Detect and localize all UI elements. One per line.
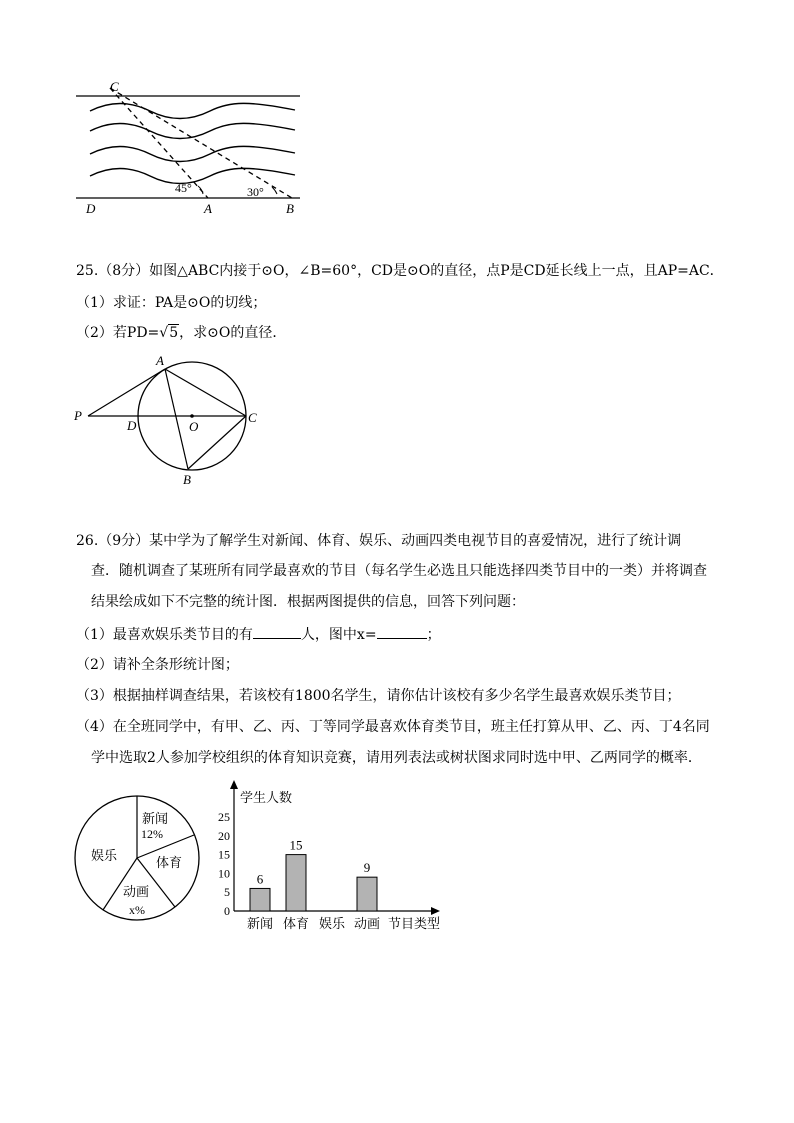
angle-45-label: 45° [175,181,192,195]
bar-value-label: 15 [289,837,303,853]
pie-label-sports: 体育 [156,855,183,870]
label-D: D [86,201,96,216]
circle-label-C: C [248,410,257,425]
y-tick-label: 15 [218,847,230,862]
q26-line1: 26.（9分）某中学为了解学生对新闻、体育、娱乐、动画四类电视节目的喜爱情况，进行了统计调 [76,533,682,549]
bar [357,877,377,911]
y-tick-label: 0 [224,904,230,918]
x-category-label: 娱乐 [318,916,346,931]
circle-label-B: B [183,472,191,487]
q26-line3: 结果绘成如下不完整的统计图．根据两图提供的信息，回答下列问题： [91,594,525,610]
q26-part4-a: （4）在全班同学中，有甲、乙、丙、丁等同学最喜欢体育类节目，班主任打算从甲、乙、丙、丁4名同 [76,719,710,735]
river-figure [70,76,315,218]
label-A: A [204,201,212,216]
y-tick-label: 5 [224,885,230,900]
answer-blank-2[interactable] [377,624,427,639]
sqrt-radicand: 5 [169,325,179,341]
y-tick-label: 25 [218,810,230,824]
q26-part1 [76,624,441,644]
x-category-label: 新闻 [246,916,274,931]
y-tick-label: 10 [218,866,230,881]
label-C: C [110,79,119,94]
q26-part1-c: ； [426,627,441,643]
q25-header: 25.（8分）如图△ABC内接于⊙O，∠B=60°，CD是⊙O的直径，点P是CD延长线上一点，且AP=AC． [76,263,724,279]
pie-label-ent: 娱乐 [91,848,118,863]
y-axis-label: 学生人数 [240,790,293,805]
bar-value-label: 9 [363,860,371,876]
circle-label-A: A [156,353,164,368]
answer-blank-1[interactable] [253,624,301,639]
q26-line2: 查．随机调查了某班所有同学最喜欢的节目（每名学生必选且只能选择四类节目中的一类）并将调查 [91,563,707,579]
q25-part1: （1）求证：PA是⊙O的切线； [76,295,267,311]
y-tick-label: 20 [218,828,230,843]
q25-part2-prefix: （2）若PD= [76,325,160,341]
q25-part2-suffix: ，求⊙O的直径． [179,325,287,341]
circle-label-P: P [74,408,82,423]
pie-label-news: 新闻 [142,811,169,826]
angle-30-label: 30° [247,185,264,199]
sqrt-symbol: √5 [159,325,179,341]
bar [286,855,306,911]
bar-chart [210,778,450,933]
q26-part3: （3）根据抽样调查结果，若该校有1800名学生，请你估计该校有多少名学生最喜欢娱乐类节目； [76,688,681,704]
q26-part2: （2）请补全条形统计图； [76,657,239,673]
circle-figure [70,352,270,490]
circle-label-D: D [127,418,137,433]
bar-value-label: 6 [256,871,264,887]
circle-label-O: O [189,419,199,434]
pie-label-news-pct: 12% [141,827,163,841]
pie-label-anim: 动画 [123,884,150,899]
x-category-label: 动画 [353,916,381,931]
q26-part1-b: 人，图中x= [300,627,377,643]
x-category-label: 体育 [282,916,310,931]
pie-chart [75,795,205,925]
q26-part1-a: （1）最喜欢娱乐类节目的有 [76,627,253,643]
q26-part4-b: 学中选取2人参加学校组织的体育知识竞赛，请用列表法或树状图求同时选中甲、乙两同学的概率． [91,750,702,766]
pie-label-anim-pct: x% [129,903,145,917]
q25-part2 [76,324,286,342]
x-axis-label: 节目类型 [388,916,441,931]
bar [250,888,270,911]
label-B: B [286,201,294,216]
